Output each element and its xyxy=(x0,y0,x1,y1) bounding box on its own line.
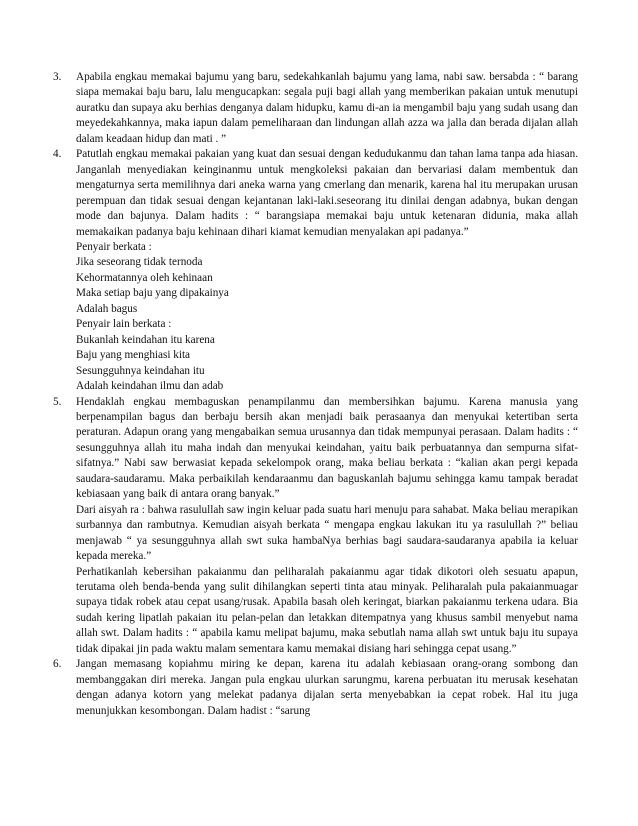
list-item-5 xyxy=(0,395,638,658)
list-item-6 xyxy=(0,657,638,719)
list-item-4 xyxy=(0,147,638,394)
poem-line: Jika seseorang tidak ternoda xyxy=(76,256,203,269)
paragraph: Jangan memasang kopiahmu miring ke depan, karena itu adalah kebiasaan orang-orang sombong dan membanggakan diri mereka. Jangan pula engkau ulurkan sarungmu, karena perbuatan itu merusak kesehatan dengan adanya kotorn yang melekat padanya dijalan serta menyebabkan ia cepat robek. Hal itu juga menunjukkan kesombongan. Dalam hadist : “sarung xyxy=(76,658,578,717)
list-number: 5. xyxy=(53,395,62,408)
paragraph: Dari aisyah ra : bahwa rasulullah saw ingin keluar pada suatu hari menuju para sahabat. Maka beliau merapikan surbannya dan rambutnya. Kemudian aisyah berkata “ mengapa engkau lakukan itu ya rasulullah ?” beliau menjawab “ ya sesungguhnya allah swt suka hambaNya berhias bagi saudara-saudaranya apabila ia keluar kepada mereka.” xyxy=(76,503,578,563)
paragraph: Perhatikanlah kebersihan pakaianmu dan peliharalah pakaianmu agar tidak dikotori oleh sesuatu apapun, terutama oleh benda-benda yang sulit dihilangkan seperti tinta atau minyak. Peliharalah pula pakaianmuagar supaya tidak robek atau cepat usang/rusak. Apabila basah oleh keringat, biarkan pakaianmu terkena udara. Bia sudah kering lipatlah pakaian itu pelan-pelan dan letakkan ditempatnya yang khusus sambil menyebut nama allah swt. Dalam hadits : “ apabila kamu melipat bajumu, maka sebutlah nama allah swt untuk baju itu supaya tidak dipakai jin pada waktu malam sementara kamu memakai disiang hari sehingga cepat usang.” xyxy=(76,565,578,655)
poem-line: Penyair lain berkata : xyxy=(76,318,172,331)
poem-block xyxy=(76,240,578,395)
poem-line: Maka setiap baju yang dipakainya xyxy=(76,287,229,300)
paragraph: Apabila engkau memakai bajumu yang baru, sedekahkanlah bajumu yang lama, nabi saw. bersabda : “ barang siapa memakai baju baru, lalu mengucapkan: segala puji bagi allah yang memberikan pakaian untuk menutupi auratku dan supaya aku berhias denganya dalam hidupku, kamu di-an ia mengambil baju yang sudah usang dan meyedekahkannya, maka iapun dalam pemeliharaan dan lindungan allah azza wa jalla dan berada dijalan allah dalam keadaan hidup dan mati . ” xyxy=(76,71,578,145)
paragraph: Hendaklah engkau membaguskan penampilanmu dan membersihkan bajumu. Karena manusia yang berpenampilan bagus dan berbaju bersih akan menjadi baik perasaanya dan menyukai ketertiban serta peraturan. Adapun orang yang mengabaikan semua urusannya dan tidak mempunyai perasaan. Dalam hadits : “ sesungguhnya allah itu maha indah dan menyukai keindahan, yaitu baik perbuatannya dan sempurna sifat-sifatnya.” Nabi saw berwasiat kepada sekelompok orang, maka beliau berkata : “kalian akan pergi kepada saudara-saudaramu. Maka perbaikilah kendaraanmu dan baguskanlah bajumu sehingga kamu tampak beradat kebiasaan yang baik di antara orang banyak.” xyxy=(76,395,578,501)
list-number: 3. xyxy=(53,71,62,83)
poem-line: Adalah keindahan ilmu dan adab xyxy=(76,380,224,393)
list-number: 6. xyxy=(53,658,62,671)
poem-line: Sesungguhnya keindahan itu xyxy=(76,364,205,377)
poem-line: Adalah bagus xyxy=(76,302,138,315)
poem-line: Bukanlah keindahan itu karena xyxy=(76,333,215,346)
poem-line: Penyair berkata : xyxy=(76,240,152,253)
poem-line: Kehormatannya oleh kehinaan xyxy=(76,271,213,284)
list-number: 4. xyxy=(53,148,62,161)
paragraph: Patutlah engkau memakai pakaian yang kuat dan sesuai dengan kedudukanmu dan tahan lama tanpa ada hiasan. Janganlah menyediakan keinginanmu untuk mengkoleksi pakaian dan bervariasi dalam membentuk dan mengaturnya serta memilihnya dari aneka warna yang cmerlang dan menarik, karena hal itu merupakan urusan perempuan dan tidak sesuai dengan kejantanan laki-laki.seseorang itu dinilai dengan adabnya, bukan dengan mode dan bajunya. Dalam hadits : “ barangsiapa memakai baju untuk ketenaran didunia, maka allah memakaikan padanya baju kehinaan dihari kiamat kemudian menyalakan api padanya.” xyxy=(76,148,578,238)
poem-line: Baju yang menghiasi kita xyxy=(76,349,191,362)
list-item-3 xyxy=(0,70,638,147)
